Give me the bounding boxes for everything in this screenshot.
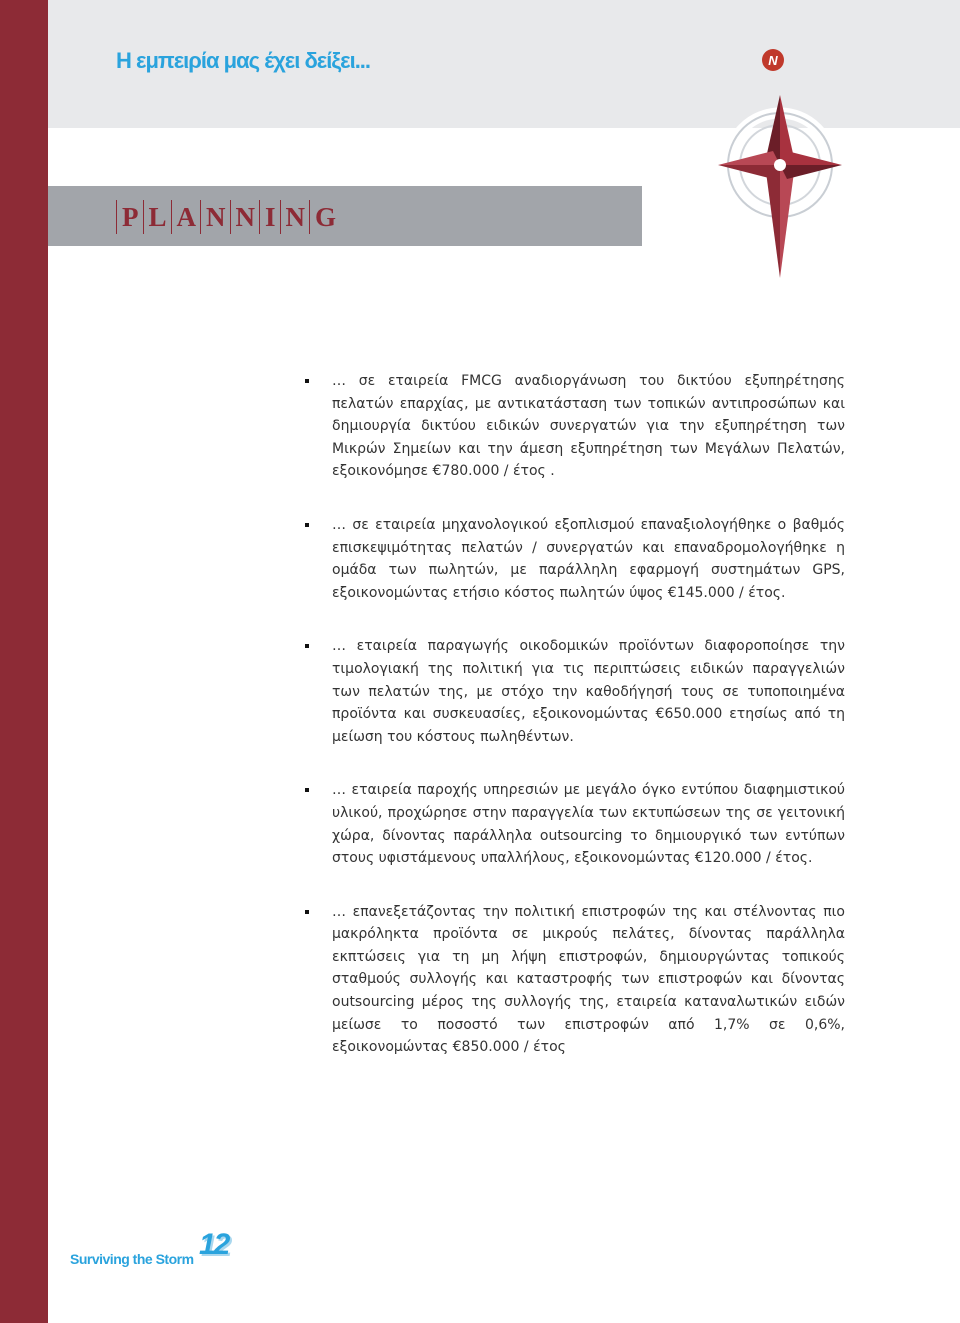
list-item-text: … σε εταιρεία FMCG αναδιοργάνωση του δικτύου εξυπηρέτησης πελατών επαρχίας, με αντικατάσταση των τοπικών αντιπροσώπων και δημιουργία δικτύου ειδικών συνεργατών για την εξυπηρέτηση των Μικρών Σημείων και την άμεση εξυπηρέτηση των Μεγάλων Πελατών, εξοικονόμησε €780.000 / έτος . [332, 373, 845, 480]
footer-brand: Surviving the Storm [70, 1251, 194, 1267]
section-title-letter: N [200, 200, 230, 234]
list-item-text: … επανεξετάζοντας την πολιτική επιστροφών της και στέλνοντας πιο μακρόληκτα προϊόντα σε μικρούς πελάτες, δίνοντας παράλληλα εκπτώσεις για τη μη λήψη επιστροφών, δημιουργώντας τοπικούς σταθμούς συλλογής και καταστροφής των επιστροφών και δίνοντας outsourcing μέρος της συλλογής της, εταιρεία καταναλωτικών ειδών μείωσε το ποσοστό των επιστροφών από 1,7% σε 0,6%, εξοικονομώντας €850.000 / έτος [332, 903, 845, 1056]
list-item [305, 635, 845, 748]
section-title-letter: I [259, 200, 280, 234]
section-title-letter: L [143, 200, 171, 234]
page-heading: Η εμπειρία μας έχει δείξει... [116, 48, 371, 73]
list-item [305, 779, 845, 869]
bullet-square-icon [305, 910, 309, 914]
section-title-letter: G [309, 200, 340, 234]
bullet-square-icon [305, 788, 309, 792]
list-item-text: … σε εταιρεία μηχανολογικού εξοπλισμού επαναξιολογήθηκε ο βαθμός επισκεψιμότητας πελατών / συνεργατών και επαναδρομολογήθηκε η ομάδα των πωλητών, με παράλληλη εφαρμογή συστημάτων GPS, εξοικονομώντας ετήσιο κόστος πωλητών ύψος €145.000 / έτος. [332, 516, 845, 601]
list-item [305, 901, 845, 1059]
list-item-text: … εταιρεία παραγωγής οικοδομικών προϊόντων διαφοροποίησε την τιμολογιακή της πολιτική για τις περιπτώσεις ειδικών παραγγελιών των πελατών της, με στόχο την καθοδήγησή τους σε τυποποιημένα προϊόντα και συσκευασίες, εξοικονομώντας €650.000 ετησίως από τη μείωση του κόστους πωληθέντων. [332, 638, 845, 745]
bullet-square-icon [305, 379, 309, 383]
bullet-square-icon [305, 644, 309, 648]
list-item [305, 514, 845, 604]
compass-north-marker [762, 49, 784, 71]
compass-rose-icon [690, 40, 880, 300]
section-title-letter: P [116, 200, 143, 234]
section-title [116, 200, 341, 234]
list-item-text: … εταιρεία παροχής υπηρεσιών με μεγάλο όγκο εντύπου διαφημιστικού υλικού, προχώρησε στην παραγγελία των εκτυπώσεων της σε γειτονική χώρα, δίνοντας παράλληλα outsourcing το δημιουργικό των εντύπων στους υφιστάμενους υπαλλήλους, εξοικονομώντας €120.000 / έτος. [332, 782, 845, 867]
section-title-letter: A [171, 200, 201, 234]
section-title-letter: N [230, 200, 260, 234]
bullet-square-icon [305, 523, 309, 527]
left-accent-bar [0, 0, 48, 1323]
page-number: 12 [199, 1228, 229, 1261]
compass-north-label: N [768, 53, 778, 68]
list-item [305, 370, 845, 483]
section-title-letter: N [280, 200, 310, 234]
experience-list [305, 370, 845, 1059]
